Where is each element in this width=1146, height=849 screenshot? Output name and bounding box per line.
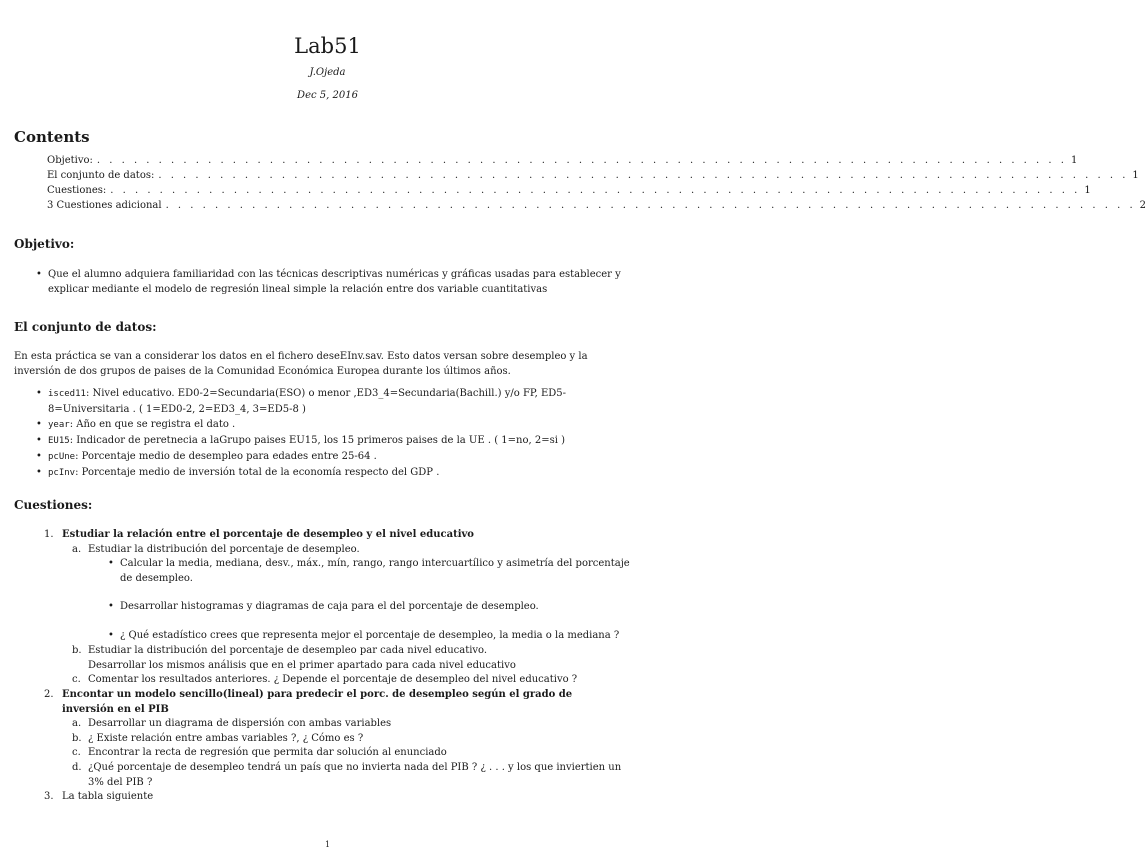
- question-3: [14, 789, 628, 805]
- variable-desc-line2: 8=Universitaria . ( 1=ED0-2, 2=ED3_4, 3=ED5-8 ): [48, 404, 306, 415]
- bullet-marker: •: [108, 630, 114, 641]
- datos-intro-line1: En esta práctica se van a considerar los datos en el fichero deseEInv.sav. Esto datos versan sobre desempleo y la: [14, 351, 588, 362]
- q2b-text: ¿ Existe relación entre ambas variables ?, ¿ Cómo es ?: [88, 733, 364, 744]
- q1a-bullet-1-line1: Calcular la media, mediana, desv., máx., mín, rango, rango intercuartílico y asimetría del porcentaje: [120, 558, 630, 569]
- question-number: 3.: [44, 791, 54, 802]
- sub-item-label: c.: [72, 747, 81, 758]
- list-item: [34, 449, 628, 465]
- q2d-line1: ¿Qué porcentaje de desempleo tendrá un país que no invierta nada del PIB ? ¿ . . . y los que inviertien un: [88, 762, 622, 773]
- q2d-text: [88, 760, 640, 790]
- sub-item-label: b.: [72, 645, 82, 656]
- toc-entry-page[interactable]: 1: [1084, 185, 1091, 196]
- q1b-line1: Estudiar la distribución del porcentaje de desempleo par cada nivel educativo.: [88, 645, 488, 656]
- variable-code: isced11: [48, 389, 86, 399]
- q1a-bullet-1: [120, 556, 640, 586]
- toc-entry-page[interactable]: 1: [1070, 155, 1078, 166]
- section-heading-cuestiones: Cuestiones:: [14, 498, 93, 512]
- q2c-text: Encontrar la recta de regresión que permita dar solución al enunciado: [88, 747, 447, 758]
- toc-entry-cuestiones[interactable]: [47, 185, 1091, 200]
- q1a-text: Estudiar la distribución del porcentaje de desempleo.: [88, 544, 360, 555]
- question-number: 1.: [44, 529, 54, 540]
- toc-entry-page[interactable]: 1: [1132, 170, 1139, 181]
- list-item: [34, 386, 628, 417]
- section-heading-objetivo: Objetivo:: [14, 237, 75, 251]
- cuestiones-list: [14, 527, 628, 797]
- toc-leader-dots: . . . . . . . . . . . . . . . . . . . . . . . . . . . . . . . . . . . . . . . . . . . . . . . . . . . . . . . . . . . . . . . . . . . . . . . . . . . . . . .: [165, 200, 1136, 211]
- objetivo-text-line1: Que el alumno adquiera familiaridad con las técnicas descriptivas numéricas y gráficas usadas para establecer y: [48, 269, 621, 280]
- q1a-bullet-3: ¿ Qué estadístico crees que representa mejor el porcentaje de desempleo, la media o la mediana ?: [120, 630, 620, 641]
- sub-item-label: d.: [72, 762, 82, 773]
- sub-item-label: a.: [72, 544, 82, 555]
- variable-desc-line1: : Indicador de peretnecia a laGrupo paises EU15, los 15 primeros paises de la UE . ( 1=no, 2=si ): [69, 435, 565, 446]
- variable-code: EU15: [48, 436, 70, 446]
- question-2-title-line2: inversión en el PIB: [62, 704, 169, 715]
- variable-code: pcUne: [48, 452, 76, 462]
- document-date: Dec 5, 2016: [297, 90, 358, 101]
- variable-code: pcInv: [48, 468, 76, 478]
- q2a-text: Desarrollar un diagrama de dispersión con ambas variables: [88, 718, 392, 729]
- variable-desc-line1: : Año en que se registra el dato .: [69, 419, 236, 430]
- datos-intro: [14, 349, 628, 379]
- sub-item-label: c.: [72, 674, 81, 685]
- toc-entry-datos[interactable]: [47, 170, 1139, 185]
- toc-entry-page[interactable]: 2: [1139, 200, 1146, 211]
- toc-entry-label[interactable]: El conjunto de datos:: [47, 170, 155, 181]
- table-of-contents: [47, 155, 1146, 215]
- toc-entry-label[interactable]: Objetivo:: [47, 155, 93, 166]
- bullet-marker: •: [108, 558, 114, 569]
- toc-entry-label[interactable]: 3 Cuestiones adicional: [47, 200, 162, 211]
- variable-desc-line1: : Nivel educativo. ED0-2=Secundaria(ESO) o menor ,ED3_4=Secundaria(Bachill.) y/o FP, ED5-: [85, 388, 567, 399]
- toc-leader-dots: . . . . . . . . . . . . . . . . . . . . . . . . . . . . . . . . . . . . . . . . . . . . . . . . . . . . . . . . . . . . . . . . . . . . . . . . . . . . . . .: [110, 185, 1081, 196]
- contents-heading: Contents: [14, 128, 90, 146]
- sub-item-label: a.: [72, 718, 82, 729]
- toc-entry-objetivo[interactable]: [47, 155, 1078, 170]
- question-number: 2.: [44, 689, 54, 700]
- toc-leader-dots: . . . . . . . . . . . . . . . . . . . . . . . . . . . . . . . . . . . . . . . . . . . . . . . . . . . . . . . . . . . . . . . . . . . . . . . . . . . . . . .: [158, 170, 1129, 181]
- question-1-title: Estudiar la relación entre el porcentaje de desempleo y el nivel educativo: [62, 529, 474, 540]
- datos-intro-line2: inversión de dos grupos de paises de la Comunidad Económica Europea durante los últimos años.: [14, 366, 511, 377]
- objetivo-text-line2: explicar mediante el modelo de regresión lineal simple la relación entre dos variable cuantitativas: [48, 284, 548, 295]
- q1c-text: Comentar los resultados anteriores. ¿ Depende el porcentaje de desempleo del nivel educativo ?: [88, 674, 578, 685]
- variables-list: [34, 386, 628, 481]
- question-2-title-line1: Encontar un modelo sencillo(lineal) para predecir el porc. de desempleo según el grado de: [62, 689, 573, 700]
- list-item: [34, 267, 628, 297]
- list-item: [34, 433, 628, 449]
- page-number: 1: [324, 840, 331, 849]
- q1a-bullet-1-line2: de desempleo.: [120, 573, 193, 584]
- list-item: [34, 417, 628, 433]
- variable-desc-line1: : Porcentaje medio de inversión total de la economía respecto del GDP .: [75, 467, 440, 478]
- sub-item-label: b.: [72, 733, 82, 744]
- document-title: Lab51: [294, 34, 361, 58]
- question-3-text: La tabla siguiente: [62, 791, 154, 802]
- document-author: J.Ojeda: [309, 67, 346, 78]
- section-heading-datos: El conjunto de datos:: [14, 320, 157, 334]
- toc-leader-dots: . . . . . . . . . . . . . . . . . . . . . . . . . . . . . . . . . . . . . . . . . . . . . . . . . . . . . . . . . . . . . . . . . . . . . . . . . . . . . . .: [96, 155, 1067, 166]
- variable-code: year: [48, 420, 70, 430]
- toc-entry-label[interactable]: Cuestiones:: [47, 185, 107, 196]
- q2d-line2: 3% del PIB ?: [88, 777, 153, 788]
- q1b-line2: Desarrollar los mismos análisis que en el primer apartado para cada nivel educativo: [88, 660, 516, 671]
- q1b-text: [88, 643, 640, 673]
- question-2-title: [62, 687, 638, 717]
- toc-entry-adicional[interactable]: [47, 200, 1146, 215]
- list-item: [34, 465, 628, 481]
- variable-desc-line1: : Porcentaje medio de desempleo para edades entre 25-64 .: [75, 451, 377, 462]
- objetivo-list: [34, 267, 628, 297]
- bullet-marker: •: [108, 601, 114, 612]
- q1a-bullet-2: Desarrollar histogramas y diagramas de caja para el del porcentaje de desempleo.: [120, 601, 539, 612]
